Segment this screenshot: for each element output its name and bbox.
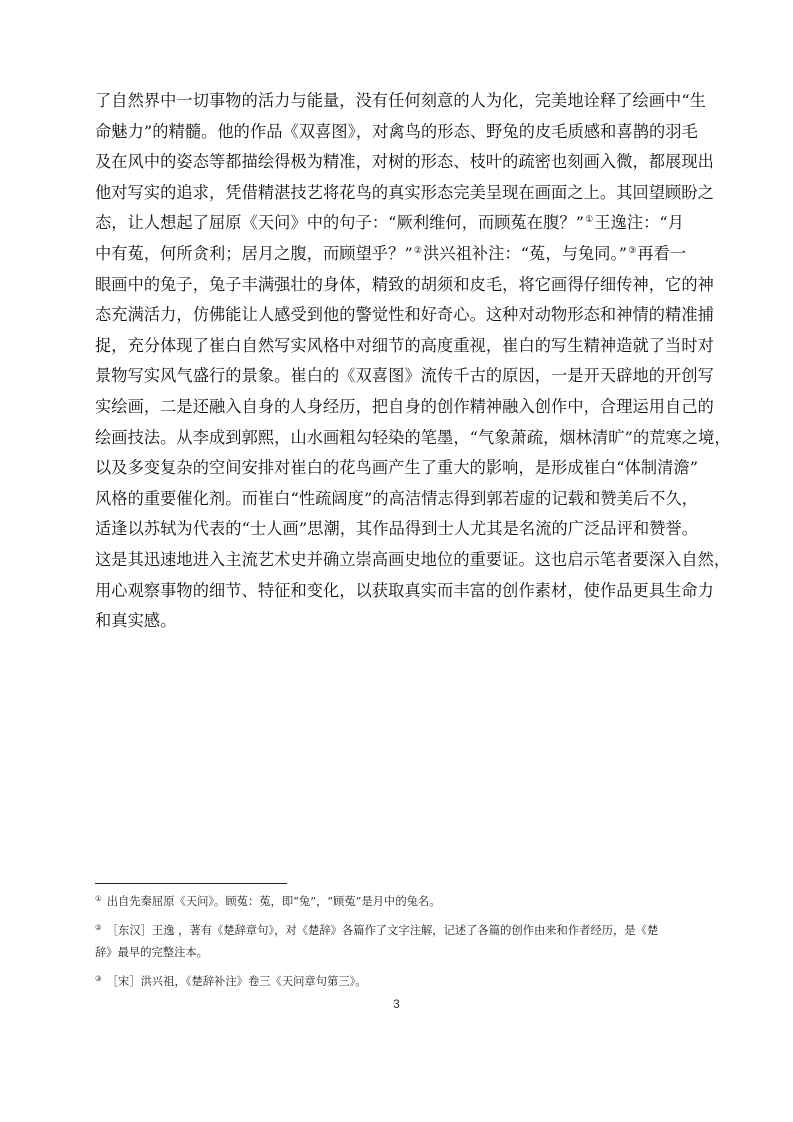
body-line-with-ref — [95, 239, 715, 270]
footnote-mark: ① — [95, 894, 102, 903]
body-line: 景物写实风气盛行的景象。崔白的《双喜图》流传千古的原因，一是开天辟地的开创写 — [95, 366, 714, 386]
body-line: 这是其迅速地进入主流艺术史并确立崇高画史地位的重要证。这也启示笔者要深入自然， — [95, 549, 731, 569]
body-line: 及在风中的姿态等都描绘得极为精准，对树的形态、枝叶的疏密也刻画入微，都展现出 — [95, 152, 714, 172]
body-text — [95, 86, 731, 637]
body-line: 了自然界中一切事物的活力与能量，没有任何刻意的人为化，完美地诠释了绘画中“生 — [95, 91, 707, 110]
body-line-with-ref — [95, 208, 715, 239]
footnote-text: ［东汉］王逸 ，著有《楚辞章句》，对《楚辞》各篇作了文字注解，记述了各篇的创作由来和作者经历，是《楚 — [106, 923, 659, 937]
body-line: 以及多变复杂的空间安排对崔白的花鸟画产生了重大的影响，是形成崔白“体制清澹” — [95, 458, 699, 478]
footnote-line: 辞》最早的完整注本。 — [95, 946, 208, 959]
body-line: 用心观察事物的细节、特征和变化，以获取真实而丰富的创作素材，使作品更具生命力 — [95, 580, 714, 600]
footnote-line — [95, 971, 707, 994]
footnote-line — [95, 891, 707, 914]
footnote-mark: ② — [95, 922, 102, 932]
footnote-ref-1[interactable]: ① — [585, 215, 594, 226]
body-line: 命魅力”的精髓。他的作品《双喜图》，对禽鸟的形态、野兔的皮毛质感和喜鹊的羽毛 — [95, 121, 698, 141]
footnote-1 — [95, 891, 707, 914]
footnote-ref-2[interactable]: ② — [413, 245, 423, 256]
body-line: 他对写实的追求，凭借精湛技艺将花鸟的真实形态完美呈现在画面之上。其回望顾盼之 — [95, 182, 714, 202]
body-line: 绘画技法。从李成到郭熙，山水画粗勾轻染的笔墨，“气象萧疏，烟林清旷”的荒寒之境， — [95, 427, 731, 447]
footnote-divider — [95, 883, 287, 884]
footnote-ref-3[interactable]: ③ — [628, 245, 637, 256]
body-line: 实绘画，二是还融入自身的人身经历，把自身的创作精神融入创作中，合理运用自己的 — [95, 396, 714, 416]
footnote-text: 出自先秦屈原《天问》。顾菟：菟，即“兔”，“顾菟”是月中的兔名。 — [106, 895, 441, 908]
page-number: 3 — [393, 997, 400, 1011]
body-line: 态充满活力，仿佛能让人感受到他的警觉性和好奇心。这种对动物形态和神情的精准捕 — [95, 305, 714, 325]
footnote-3 — [95, 971, 707, 994]
body-text-run: 态，让人想起了屈原《天问》中的句子：“厥利维何，而顾菟在腹？” — [95, 213, 585, 233]
body-text-run: 洪兴祖补注：“菟，与兔同。” — [423, 243, 628, 263]
footnote-line — [95, 920, 707, 943]
footnotes — [95, 891, 707, 999]
body-line: 眼画中的兔子，兔子丰满强壮的身体，精致的胡须和皮毛，将它画得仔细传神，它的神 — [95, 274, 714, 294]
footnote-2 — [95, 920, 707, 965]
footnote-text: ［宋］洪兴祖，《楚辞补注》卷三《天问章句第三》。 — [106, 974, 367, 988]
body-text-run: 王逸注：“月 — [594, 213, 685, 233]
footnote-mark: ③ — [95, 973, 102, 983]
body-text-run: 再看一 — [637, 243, 687, 263]
body-text-run: 中有菟，何所贪利；居月之腹，而顾望乎？” — [95, 243, 413, 263]
body-line: 适逢以苏轼为代表的“士人画”思潮，其作品得到士人尤其是名流的广泛品评和赞誉。 — [95, 519, 699, 539]
body-line: 风格的重要催化剂。而崔白“性疏阔度”的高洁情志得到郭若虚的记载和赞美后不久， — [95, 488, 699, 508]
body-line: 和真实感。 — [95, 611, 177, 631]
body-line: 捉，充分体现了崔白自然写实风格中对细节的高度重视，崔白的写生精神造就了当时对 — [95, 335, 714, 355]
